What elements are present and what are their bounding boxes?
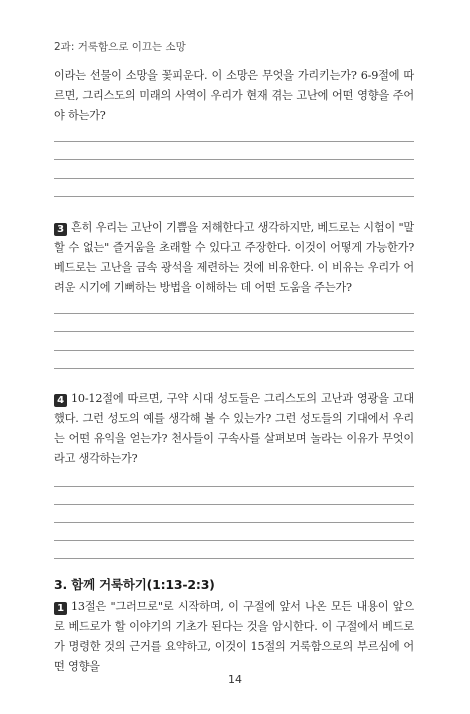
question-3: [54, 218, 414, 298]
question-3-text: 흔히 우리는 고난이 기쁨을 저해한다고 생각하지만, 베드로는 시험이 "말할 수 없는" 즐거움을 초래할 수 있다고 주장한다. 이것이 어떻게 가능한가? 베드로는 고난을 금속 광석을 제련하는 것에 비유한다. 이 비유는 우리가 어려운 시기에 기뻐하는 방법을 이해하는 데 어떤 도움을 주는가?: [54, 221, 414, 294]
answer-line: [54, 313, 414, 314]
running-head: 2과: 거룩함으로 이끄는 소망: [54, 41, 186, 53]
answer-line: [54, 368, 414, 369]
intro-paragraph: 이라는 선물이 소망을 꽃피운다. 이 소망은 무엇을 가리키는가? 6-9절에 따르면, 그리스도의 미래의 사역이 우리가 현재 겪는 고난에 어떤 영향을 주어야 하는가?: [54, 69, 414, 122]
question-number-badge: 1: [54, 602, 67, 615]
page-number: 14: [228, 673, 242, 686]
answer-line: [54, 196, 414, 197]
section-title: 3. 함께 거룩하기(1:13-2:3): [54, 577, 215, 592]
answer-line: [54, 350, 414, 351]
section-3-question-1-text: 13절은 "그러므로"로 시작하며, 이 구절에 앞서 나온 모든 내용이 앞으로 베드로가 할 이야기의 기초가 된다는 것을 암시한다. 이 구절에서 베드로가 명령한 것의 근거를 요약하고, 이것이 15절의 거룩함으로의 부르심에 어떤 영향을: [54, 600, 414, 673]
question-number-badge: 3: [54, 223, 67, 236]
answer-line: [54, 522, 414, 523]
answer-line: [54, 141, 414, 142]
answer-line: [54, 558, 414, 559]
answer-line: [54, 504, 414, 505]
answer-line: [54, 486, 414, 487]
question-number-badge: 4: [54, 394, 67, 407]
question-4-text: 10-12절에 따르면, 구약 시대 성도들은 그리스도의 고난과 영광을 고대했다. 그런 성도의 예를 생각해 볼 수 있는가? 그런 성도들의 기대에서 우리는 어떤 유익을 얻는가? 천사들이 구속사를 살펴보며 놀라는 이유가 무엇이라고 생각하는가?: [54, 392, 414, 465]
answer-line: [54, 159, 414, 160]
section-3-question-1: [54, 597, 414, 677]
answer-line: [54, 540, 414, 541]
question-4: [54, 389, 414, 469]
answer-line: [54, 178, 414, 179]
answer-line: [54, 331, 414, 332]
